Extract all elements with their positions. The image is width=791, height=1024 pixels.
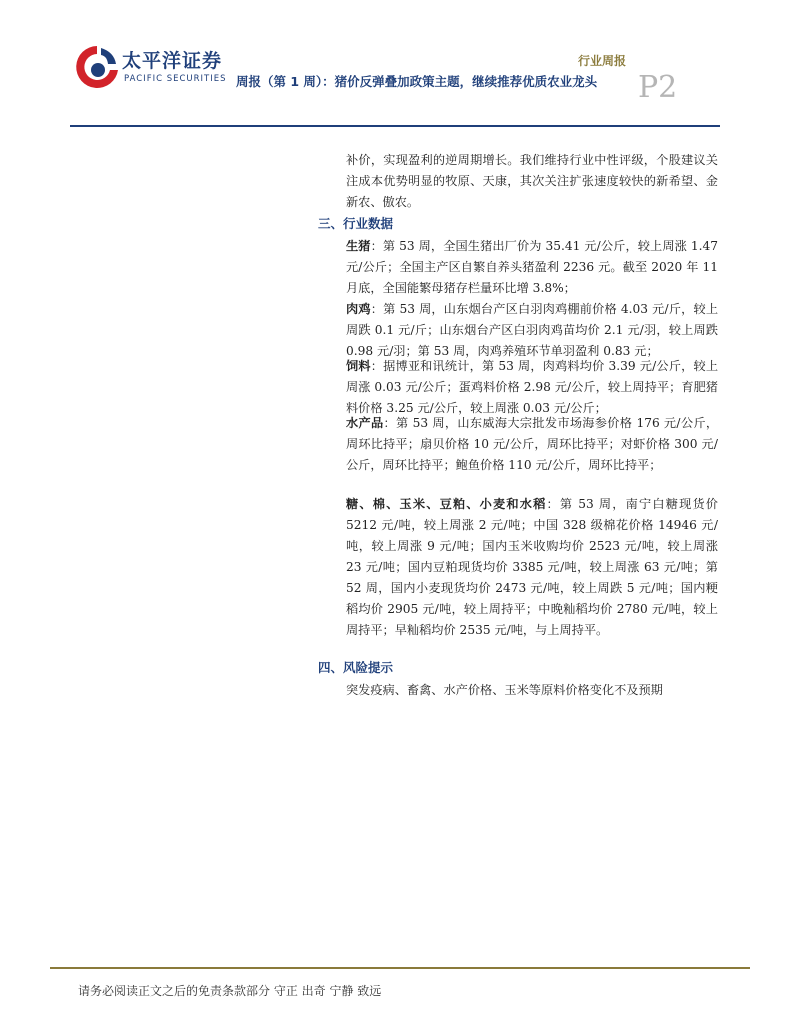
footer-disclaimer: 请务必阅读正文之后的免责条款部分 守正 出奇 宁静 致远 xyxy=(78,984,382,998)
data-item-label: 生猪 xyxy=(346,239,371,253)
data-item-label: 肉鸡 xyxy=(346,302,371,316)
data-item-text: ：第 53 周，南宁白糖现货价 5212 元/吨，较上周涨 2 元/吨；中国 328 级棉花价格 14946 元/吨，较上周涨 9 元/吨；国内玉米收购均价 2523 元/吨，较上周涨 23 元/吨；国内豆粕现货均价 3385 元/吨，较上周涨 63 元/吨；第 52 周，国内小麦现货均价 2473 元/吨，较上周跌 5 元/吨；国内粳稻均价 2905 元/吨，较上周持平；中晚籼稻均价 2780 元/吨，较上周持平；早籼稻均价 2535 元/吨，与上周持平。 xyxy=(346,497,718,637)
data-item-feed xyxy=(346,356,718,419)
risk-text: 突发疫病、畜禽、水产价格、玉米等原料价格变化不及预期 xyxy=(346,683,663,697)
section-heading-risk: 四、风险提示 xyxy=(318,660,394,675)
footer-divider xyxy=(50,967,750,969)
section-heading-industry-data: 三、行业数据 xyxy=(318,216,394,231)
data-item-hogs xyxy=(346,236,718,299)
data-item-text: ：第 53 周，山东烟台产区白羽肉鸡棚前价格 4.03 元/斤，较上周跌 0.1 元/斤；山东烟台产区白羽肉鸡苗均价 2.1 元/羽，较上周跌 0.98 元/羽；第 53 周，肉鸡养殖环节单羽盈利 0.83 元； xyxy=(346,302,719,358)
page-number: P2 xyxy=(638,70,678,105)
report-category: 行业周报 xyxy=(577,54,626,68)
logo-mark-icon xyxy=(74,44,120,92)
data-item-aquatic xyxy=(346,413,718,476)
brand-name-en: PACIFIC SECURITIES xyxy=(124,74,227,84)
data-item-label: 饲料 xyxy=(346,359,371,373)
data-item-text: ：第 53 周，山东威海大宗批发市场海参价格 176 元/公斤，周环比持平；扇贝价格 10 元/公斤，周环比持平；对虾价格 300 元/公斤，周环比持平；鲍鱼价格 110 元/公斤，周环比持平； xyxy=(346,416,719,472)
data-item-broilers xyxy=(346,299,718,362)
data-item-label: 糖、棉、玉米、豆粕、小麦和水稻 xyxy=(346,497,547,511)
header-divider xyxy=(70,125,720,127)
company-logo xyxy=(74,44,227,92)
intro-text: 补价，实现盈利的逆周期增长。我们维持行业中性评级，个股建议关注成本优势明显的牧原、天康，其次关注扩张速度较快的新希望、金新农、傲农。 xyxy=(346,153,718,209)
brand-name-cn: 太平洋证券 xyxy=(122,50,223,72)
data-item-label: 水产品 xyxy=(346,416,384,430)
data-item-crops xyxy=(346,494,718,641)
intro-paragraph xyxy=(346,150,718,213)
report-title: 周报（第 1 周）：猪价反弹叠加政策主题，继续推荐优质农业龙头 xyxy=(236,74,598,89)
data-item-text: ：据博亚和讯统计，第 53 周，肉鸡料均价 3.39 元/公斤，较上周涨 0.03 元/公斤；蛋鸡料价格 2.98 元/公斤，较上周持平；育肥猪料价格 3.25 元/公斤，较上周涨 0.03 元/公斤； xyxy=(346,359,719,415)
data-item-text: ：第 53 周，全国生猪出厂价为 35.41 元/公斤，较上周涨 1.47 元/公斤；全国主产区自繁自养头猪盈利 2236 元。截至 2020 年 11 月底，全国能繁母猪存栏量环比增 3.8%； xyxy=(346,239,719,295)
